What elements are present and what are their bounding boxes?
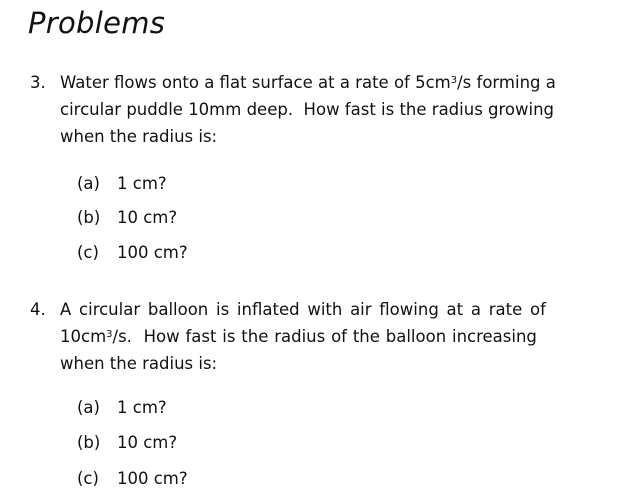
part-value: 1 cm? <box>117 174 167 193</box>
line-text: 10cm <box>60 327 107 346</box>
problem-line <box>60 96 593 123</box>
part-label: (b) <box>77 433 101 452</box>
part-value: 100 cm? <box>117 243 188 262</box>
problem-3 <box>0 69 631 159</box>
problem-line <box>60 350 593 377</box>
problem-4 <box>0 296 631 386</box>
part-label: (b) <box>77 208 101 227</box>
part-label: (c) <box>77 243 99 262</box>
part-value: 10 cm? <box>117 433 178 452</box>
part-value: 100 cm? <box>117 469 188 488</box>
line-text: Water flows onto a flat surface at a rate of 5cm <box>60 73 451 92</box>
line-text: circular puddle 10mm deep. How fast is the radius growing <box>60 100 555 119</box>
part-label: (c) <box>77 469 99 488</box>
line-text: /s. How fast is the radius of the balloon increasing <box>112 327 537 346</box>
superscript: 3 <box>450 74 458 86</box>
part-value: 1 cm? <box>117 398 167 417</box>
problem-number: 4. <box>30 300 46 319</box>
problem-line <box>60 296 593 323</box>
part-label: (a) <box>77 398 100 417</box>
problem-number: 3. <box>30 73 46 92</box>
problem-text <box>60 296 593 377</box>
problem-text <box>60 69 593 150</box>
problem-line <box>60 323 593 350</box>
line-text: /s forming a <box>457 73 556 92</box>
problem-line <box>60 69 593 96</box>
line-text: when the radius is: <box>60 127 218 146</box>
line-text: A circular balloon is inflated with air flowing at a rate of <box>60 300 546 319</box>
part-value: 10 cm? <box>117 208 178 227</box>
page-title: Problems <box>28 6 166 40</box>
superscript: 3 <box>106 328 113 340</box>
part-label: (a) <box>77 174 100 193</box>
problem-line <box>60 123 593 150</box>
line-text: when the radius is: <box>60 354 218 373</box>
